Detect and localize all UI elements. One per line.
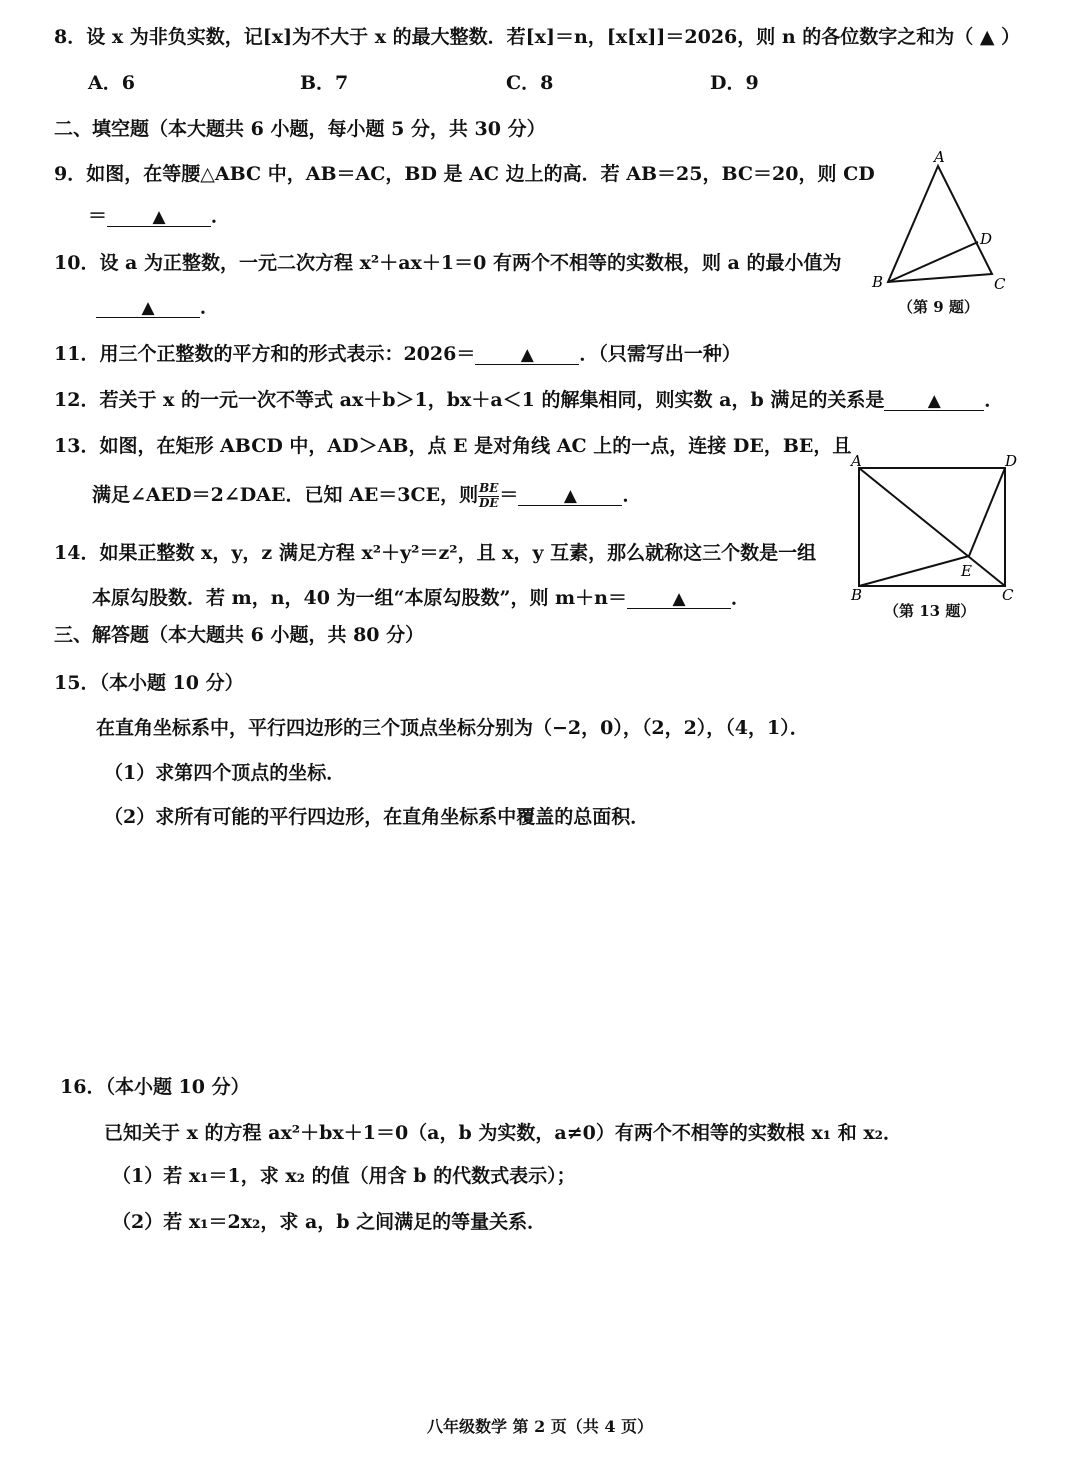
q13-figure (845, 450, 1025, 602)
q15-part1: （1）求第四个顶点的坐标． (104, 762, 346, 784)
q13-label-a: A (851, 452, 862, 470)
q13-prefix: 满足∠AED＝2∠DAE．已知 AE＝3CE，则 (92, 484, 479, 506)
q15-part2: （2）求所有可能的平行四边形，在直角坐标系中覆盖的总面积． (104, 806, 650, 828)
q14-answer-line (92, 583, 750, 610)
q9-prefix: ＝ (88, 205, 108, 227)
q9-figure (860, 148, 1020, 298)
q13-diagonal-ac (859, 468, 1005, 586)
q9-mark: ▲ (152, 207, 166, 227)
q13-answer-blank[interactable] (518, 486, 622, 506)
q8-option-d: D．9 (710, 72, 759, 94)
q13-caption: （第 13 题） (884, 602, 976, 620)
q16-part1: （1）若 x₁＝1，求 x₂ 的值（用含 b 的代数式表示）； (112, 1165, 576, 1187)
q14-answer-blank[interactable] (627, 589, 731, 609)
q16-stem: 已知关于 x 的方程 ax²＋bx＋1＝0（a，b 为实数，a≠0）有两个不相等的实数根 x₁ 和 x₂． (104, 1122, 902, 1144)
q13-mark: ▲ (563, 486, 577, 506)
q13-end: ． (622, 484, 642, 506)
q14-mark: ▲ (672, 589, 686, 609)
q9-label-a: A (934, 148, 945, 166)
q14-end: ． (730, 587, 750, 609)
q12-mark: ▲ (927, 391, 941, 411)
q13-label-c: C (1002, 586, 1014, 602)
q11-line (54, 339, 741, 366)
q16-part2: （2）若 x₁＝2x₂，求 a，b 之间满足的等量关系． (112, 1211, 547, 1233)
q15-title: 15．（本小题 10 分） (54, 672, 244, 694)
q13-label-b: B (851, 586, 863, 602)
q12-end: ． (984, 389, 1004, 411)
q10-end: ． (200, 296, 220, 318)
q8-stem: 8．设 x 为非负实数，记[x]为不大于 x 的最大整数．若[x]＝n，[x[x]]＝2026，则 n 的各位数字之和为（ ▲ ） (54, 26, 1021, 48)
q13-frac-den: DE (478, 495, 499, 510)
q16-title: 16．（本小题 10 分） (60, 1076, 250, 1098)
section3-title: 三、解答题（本大题共 6 小题，共 80 分） (54, 624, 425, 646)
q9-label-d: D (980, 230, 993, 248)
q8-option-c: C．8 (506, 72, 554, 94)
section2-title: 二、填空题（本大题共 6 小题，每小题 5 分，共 30 分） (54, 118, 546, 140)
q13-frac-num: BE (479, 481, 499, 496)
q13-line1: 13．如图，在矩形 ABCD 中，AD＞AB，点 E 是对角线 AC 上的一点，连接 DE，BE，且 (54, 435, 852, 457)
q11-answer-blank[interactable] (475, 345, 579, 365)
q8-option-a: A．6 (88, 72, 135, 94)
q12-line (54, 385, 1003, 412)
page-footer: 八年级数学 第 2 页（共 4 页） (426, 1417, 654, 1436)
q15-stem: 在直角坐标系中，平行四边形的三个顶点坐标分别为（−2，0），（2，2），（4，1）． (96, 717, 809, 739)
q11-prefix: 11．用三个正整数的平方和的形式表示：2026＝ (54, 343, 476, 365)
q9-label-c: C (994, 275, 1006, 293)
q14-prefix: 本原勾股数．若 m，n，40 为一组“本原勾股数”，则 m＋n＝ (92, 587, 627, 609)
q13-segment-de (969, 468, 1005, 556)
q8-option-b: B．7 (300, 72, 349, 94)
q10-answer-line (96, 292, 219, 319)
q9-end: ． (211, 205, 231, 227)
q9-answer-blank[interactable] (107, 207, 211, 227)
q10-line1: 10．设 a 为正整数，一元二次方程 x²＋ax＋1＝0 有两个不相等的实数根，则 a 的最小值为 (54, 252, 842, 274)
q11-mark: ▲ (520, 345, 534, 365)
q9-answer-line (88, 201, 230, 228)
q10-mark: ▲ (141, 298, 155, 318)
q13-label-d: D (1005, 452, 1018, 470)
q13-eq: ＝ (499, 484, 519, 506)
q13-answer-line (92, 480, 641, 510)
q13-label-e: E (961, 562, 972, 580)
q14-line1: 14．如果正整数 x，y，z 满足方程 x²＋y²＝z²，且 x，y 互素，那么就称这三个数是一组 (54, 542, 817, 564)
q13-segment-be (859, 556, 969, 586)
q9-caption: （第 9 题） (898, 298, 979, 316)
q9-line1: 9．如图，在等腰△ABC 中，AB＝AC，BD 是 AC 边上的高．若 AB＝25，BC＝20，则 CD (54, 163, 875, 185)
q11-suffix: ．（只需写出一种） (579, 343, 741, 365)
q9-triangle-abc (888, 166, 992, 282)
q10-answer-blank[interactable] (96, 298, 200, 318)
q13-fraction (478, 482, 499, 509)
q12-prefix: 12．若关于 x 的一元一次不等式 ax＋b＞1，bx＋a＜1 的解集相同，则实数 a，b 满足的关系是 (54, 389, 885, 411)
q9-label-b: B (872, 273, 884, 291)
q12-answer-blank[interactable] (884, 391, 984, 411)
